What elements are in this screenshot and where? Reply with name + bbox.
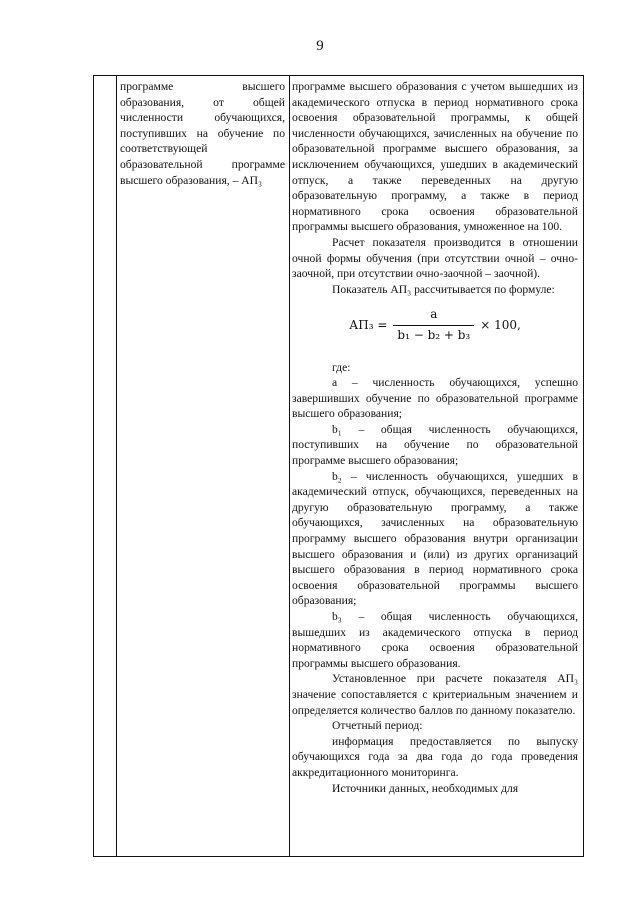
definition-b3: b₃ – общая численность обучающихся, вышедших из академического отпуска в период нормативного срока освоения образовательной программы высшего образования. xyxy=(292,610,578,670)
formula-numerator: a xyxy=(430,307,438,322)
calc-note: Расчет показателя производится в отношении очной формы обучения (при отсутствии очной – очно-заочной, при отсутствии очно-заочной – заочной). xyxy=(292,235,578,281)
formula-fraction xyxy=(393,307,474,343)
formula xyxy=(292,307,578,343)
method-intro: программе высшего образования с учетом вышедших из академического отпуска в период нормативного срока освоения образовательной программы, к общей численности обучающихся, зачисленных на обучение по образовательной программе высшего образования, за исключением обучающихся, ушедших в академический отпуск, а также переведенных на другую образовательную программу, а также в период нормативного срока освоения образовательной программы высшего образования, умноженное на 100. xyxy=(292,80,578,234)
period-text: информация предоставляется по выпуску обучающихся года за два года до года проведения аккредитационного мониторинга. xyxy=(292,734,578,779)
definition-a: a – численность обучающихся, успешно завершивших обучение по образовательной программе высшего образования; xyxy=(292,376,578,421)
sources-text: Источники данных, необходимых для xyxy=(332,781,519,795)
formula-tail: × 100, xyxy=(480,317,521,332)
where-label: где: xyxy=(332,360,351,374)
period-title: Отчетный период: xyxy=(332,719,423,733)
definition-b2: b₂ – численность обучающихся, ушедших в академический отпуск, обучающихся, переведенных на другую образовательную программу, а также обучающихся, зачисленных на образовательную программу высшего образования внутри организации высшего образования и (или) из других организаций высшего образования в период нормативного срока освоения образовательной программы высшего образования; xyxy=(292,469,578,608)
column-divider xyxy=(116,76,117,856)
column-divider xyxy=(289,76,290,856)
definition-b1: b₁ – общая численность обучающихся, поступивших на обучение по образовательной программе высшего образования; xyxy=(292,422,578,468)
indicator-table xyxy=(93,75,584,857)
formula-intro: Показатель АП₃ рассчитывается по формуле: xyxy=(332,282,555,296)
page-number: 9 xyxy=(316,38,324,54)
indicator-method-cell xyxy=(292,79,578,796)
criteria-text: Установленное при расчете показателя АП₃ значение сопоставляется с критериальным значением и определяется количество баллов по данному показателю. xyxy=(292,672,578,717)
formula-lhs: АП₃ = xyxy=(349,317,388,332)
indicator-name-cell xyxy=(120,79,285,188)
indicator-name-text: программе высшего образования, от общей численности обучающихся, поступивших на обучение по соответствующей образовательной программе высшего образования, – АП₃ xyxy=(120,80,285,187)
formula-denominator: b₁ − b₂ + b₃ xyxy=(393,325,474,344)
